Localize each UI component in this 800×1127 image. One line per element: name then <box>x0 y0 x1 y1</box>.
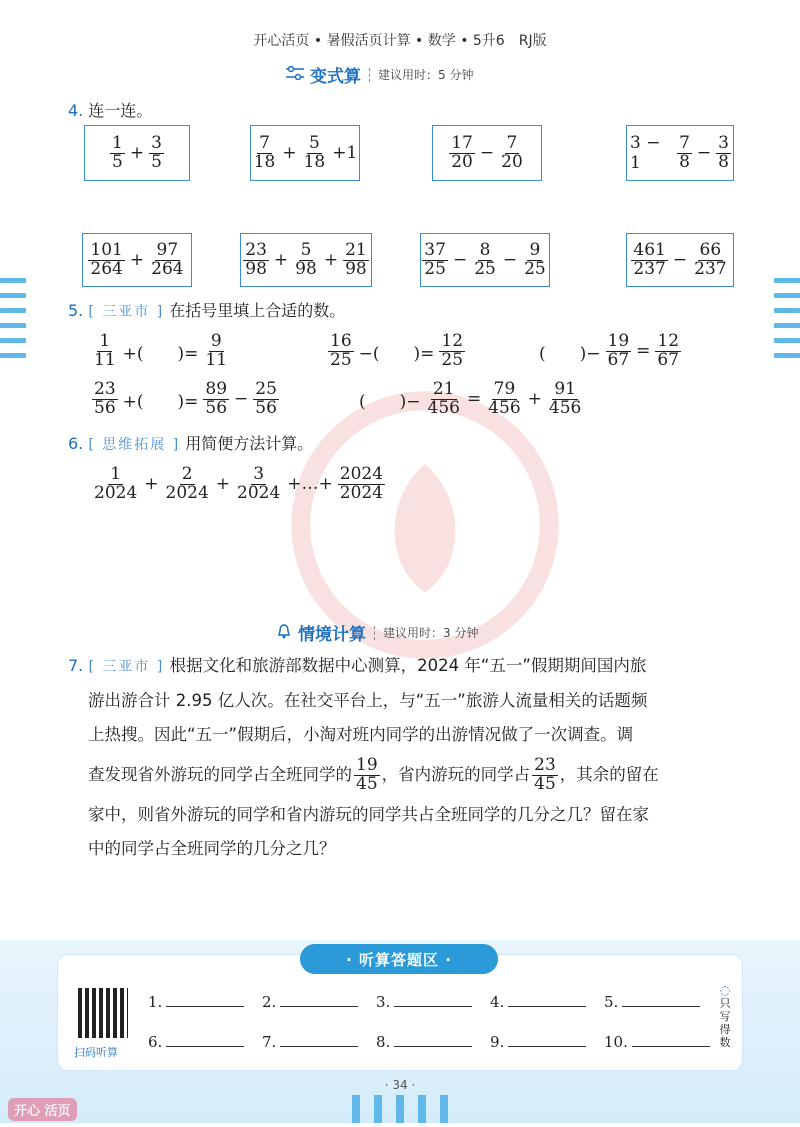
operator-text: + <box>527 389 542 410</box>
answer-slot-7[interactable] <box>262 1030 358 1051</box>
section-title: 情境计算 <box>298 625 366 645</box>
operator-text: + <box>273 250 289 270</box>
fraction: $\frac{1}{5}$ <box>112 132 123 172</box>
fraction: $\frac{17}{20}$ <box>451 132 473 172</box>
fraction: $\frac{7}{18}$ <box>253 132 276 172</box>
fraction: $\frac{3}{8}$ <box>718 132 729 172</box>
answer-blank[interactable] <box>622 990 700 1007</box>
fraction: $\frac{66}{237}$ <box>694 239 727 279</box>
answer-slot-1[interactable] <box>148 990 244 1011</box>
answer-number: 9. <box>490 1033 505 1051</box>
operator-text: + <box>129 250 145 270</box>
answer-number: 4. <box>490 993 505 1011</box>
fraction: $\frac{7}{8}$ <box>679 132 690 172</box>
answer-slot-10[interactable] <box>604 1030 710 1051</box>
operator-text: − <box>502 250 518 270</box>
answer-number: 8. <box>376 1033 391 1051</box>
fraction: $\frac{2024}{2024}$ <box>339 464 384 503</box>
match-box-bottom-4[interactable] <box>626 233 734 287</box>
answer-blank[interactable] <box>280 1030 358 1047</box>
operator-text: ( )− <box>359 391 421 412</box>
answer-number: 10. <box>604 1033 628 1051</box>
answer-blank[interactable] <box>166 1030 244 1047</box>
operator-text: − <box>234 389 249 410</box>
section-context-header <box>276 620 478 645</box>
operator-text: − <box>672 250 688 270</box>
fraction: $\frac{97}{264}$ <box>151 239 184 279</box>
answer-slot-2[interactable] <box>262 990 358 1011</box>
operator-text: + <box>215 474 231 495</box>
refresh-icon: ◌ <box>719 983 731 997</box>
page-number: · 34 · <box>384 1078 416 1092</box>
fraction: $\frac{5}{98}$ <box>295 239 317 279</box>
q5-item-2[interactable] <box>326 333 467 370</box>
question-5-label: 5. [ 三亚市 ] 在括号里填上合适的数。 <box>68 301 346 320</box>
qr-label: 扫码听算 <box>74 1046 118 1059</box>
fraction: $\frac{9}{25}$ <box>524 239 546 279</box>
bell-icon <box>276 623 292 643</box>
answer-slot-4[interactable] <box>490 990 586 1011</box>
operator-text: + <box>129 143 145 163</box>
fraction: $\frac{5}{18}$ <box>303 132 326 172</box>
sliders-icon <box>286 65 304 84</box>
answer-number: 2. <box>262 993 277 1011</box>
operator-text: −( )= <box>358 343 435 364</box>
section-variant-header <box>286 62 473 87</box>
fraction: $\frac{7}{20}$ <box>501 132 523 172</box>
operator-text: + <box>144 474 159 495</box>
fraction: $\frac{3}{2024}$ <box>237 464 281 503</box>
answer-slot-6[interactable] <box>148 1030 244 1051</box>
fraction: $\frac{19}{67}$ <box>607 331 630 370</box>
fraction: $\frac{12}{25}$ <box>441 331 464 370</box>
q6-expression <box>90 466 387 503</box>
answer-blank[interactable] <box>280 990 358 1007</box>
time-hint: 建议用时：5 分钟 <box>378 68 474 82</box>
answer-slot-5[interactable] <box>604 990 700 1011</box>
question-4-label: 4. 连一连。 <box>68 101 153 120</box>
match-box-top-2[interactable] <box>250 125 360 181</box>
fraction: $\frac{89}{56}$ <box>205 379 228 418</box>
left-side-bars <box>0 278 26 368</box>
answer-number: 7. <box>262 1033 277 1051</box>
question-7-text: 7. [ 三亚市 ] 根据文化和旅游部数据中心测算，2024 年“五一”假期期间国内旅 游出游合计 2.95 亿人次。在社交平台上，与“五一”旅游人流量相关的话题频 上热搜。因此“五一”假期后，小淘对班内同学的出游情况做了一次调查。调 查发现省外游玩的同学占全班同学的 $\frac{19}{45}$ ，省内游玩的同学占 $\frac{23}{45}$ ，其余的留在 家中，则省外游玩的同学和省内游玩的同学共占全班同学的几分之几？留在家 中的同学占全班同学的几分之几？ <box>68 656 659 858</box>
match-box-bottom-3[interactable] <box>420 233 550 287</box>
page-header: 开心活页 • 暑假活页计算 • 数学 • 5升6 RJ版 <box>253 33 547 49</box>
time-hint: 建议用时：3 分钟 <box>383 626 479 640</box>
answer-area-title: · 听算答题区 · <box>300 944 498 974</box>
answer-number: 6. <box>148 1033 163 1051</box>
fraction: $\frac{21}{456}$ <box>427 379 460 418</box>
q5-item-3[interactable] <box>536 333 683 370</box>
question-6-label: 6. [ 思维拓展 ] 用简便方法计算。 <box>68 434 314 453</box>
answer-blank[interactable] <box>166 990 244 1007</box>
operator-text: − <box>452 250 468 270</box>
fraction: $\frac{8}{25}$ <box>474 239 496 279</box>
operator-text: − <box>696 143 712 163</box>
fraction: $\frac{12}{67}$ <box>657 331 680 370</box>
fraction: $\frac{3}{5}$ <box>151 132 162 172</box>
fraction: $\frac{25}{56}$ <box>255 379 277 418</box>
fraction: $\frac{21}{98}$ <box>345 239 367 279</box>
fraction: $\frac{1}{11}$ <box>94 331 116 370</box>
match-box-top-4[interactable] <box>626 125 734 181</box>
side-label: ◌ 只写得数 <box>719 983 731 1049</box>
answer-slot-8[interactable] <box>376 1030 472 1051</box>
answer-blank[interactable] <box>508 990 586 1007</box>
operator-text: +…+ <box>287 474 333 495</box>
fraction: $\frac{23}{98}$ <box>245 239 267 279</box>
answer-blank[interactable] <box>394 1030 472 1047</box>
answer-slot-3[interactable] <box>376 990 472 1011</box>
fraction: $\frac{101}{264}$ <box>90 239 123 279</box>
answer-number: 3. <box>376 993 391 1011</box>
answer-blank[interactable] <box>394 990 472 1007</box>
fraction: $\frac{23}{56}$ <box>94 379 116 418</box>
footer-logo: 开心 活页 <box>8 1098 77 1121</box>
answer-blank[interactable] <box>508 1030 586 1047</box>
match-box-bottom-2[interactable] <box>240 233 372 287</box>
fraction: $\frac{1}{2024}$ <box>94 464 138 503</box>
operator-text: ( )− <box>539 343 601 364</box>
operator-text: = <box>466 389 482 410</box>
fraction: $\frac{9}{11}$ <box>205 331 228 370</box>
answer-blank[interactable] <box>632 1030 710 1047</box>
operator-text: + <box>323 250 339 270</box>
operator-text: +1 <box>332 143 358 163</box>
answer-number: 1. <box>148 993 163 1011</box>
match-box-top-1[interactable] <box>84 125 190 181</box>
match-box-top-3[interactable] <box>432 125 542 181</box>
answer-slot-9[interactable] <box>490 1030 586 1051</box>
answer-number: 5. <box>604 993 619 1011</box>
operator-text: +( )= <box>122 343 199 364</box>
section-title: 变式算 <box>310 67 361 87</box>
right-side-bars <box>774 278 800 368</box>
operator-text: = <box>636 341 651 362</box>
q5-item-5[interactable] <box>356 381 585 418</box>
qr-code[interactable] <box>78 988 128 1038</box>
match-box-bottom-1[interactable] <box>82 233 192 287</box>
fraction: $\frac{37}{25}$ <box>424 239 446 279</box>
q5-item-1[interactable] <box>90 333 231 370</box>
operator-text: − <box>479 143 495 163</box>
fraction: $\frac{16}{25}$ <box>330 331 352 370</box>
fraction: $\frac{91}{456}$ <box>548 379 582 418</box>
operator-text: + <box>282 143 297 163</box>
bottom-bars <box>352 1095 462 1127</box>
fraction: $\frac{461}{237}$ <box>633 239 666 279</box>
fraction: $\frac{79}{456}$ <box>488 379 521 418</box>
fraction: $\frac{2}{2024}$ <box>165 464 209 503</box>
operator-text: 3 − 1 <box>630 133 661 173</box>
q5-item-4[interactable] <box>90 381 281 418</box>
operator-text: +( )= <box>122 391 199 412</box>
